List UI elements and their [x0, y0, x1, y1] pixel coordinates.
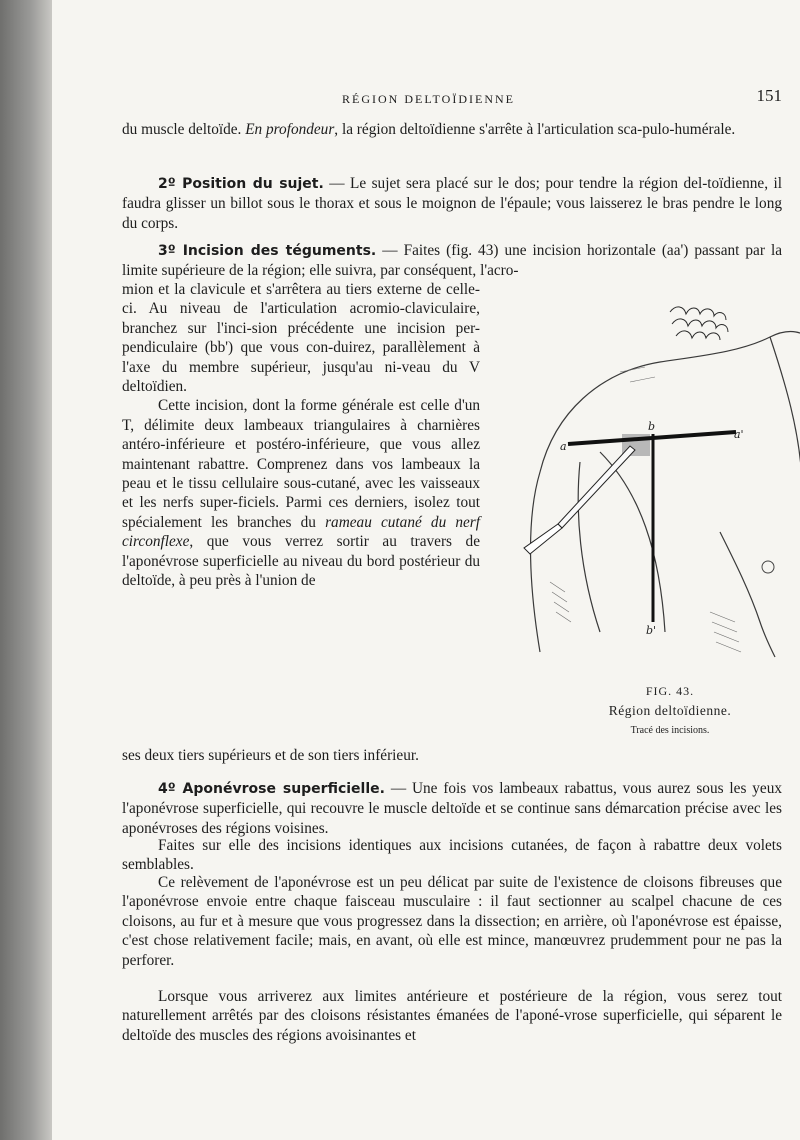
figure-subtitle: Tracé des incisions.	[630, 724, 710, 736]
figure-caption	[520, 682, 800, 740]
section-heading: 3º Incision des téguments.	[158, 243, 377, 259]
text-column-beside-figure	[122, 280, 480, 591]
running-title: RÉGION DELTOÏDIENNE	[342, 92, 515, 106]
deltoid-curve	[600, 452, 665, 632]
paragraph-incision-teguments: 3º Incision des téguments. — Faites (fig. 43) une incision horizontale (aa') passant par la limite supérieure de la région; elle suivra, par conséquent, l'acro-	[122, 242, 782, 280]
hair-curls	[670, 307, 728, 340]
paragraph-relevement: Ce relèvement de l'aponévrose est un peu délicat par suite de l'existence de cloisons fibreuses que l'aponévrose envoie entre chaque faisceau musculaire : il faut sectionner au scalpel chacune de ces cloisons, au fur et à mesure que vous progressez dans la dissection; en arrière, où l'aponévrose est épaisse, c'est chose relativement facile; mais, en avant, où elle est mince, manœuvrez prudemment pour ne pas la perforer.	[122, 874, 782, 969]
book-page	[52, 0, 800, 1140]
paragraph-lambeaux-tail: ses deux tiers supérieurs et de son tiers inférieur.	[122, 747, 419, 764]
paragraph-limites: Lorsque vous arriverez aux limites antérieure et postérieure de la région, vous serez tout naturellement arrêtés par des cloisons résistantes émanées de l'aponé-vrose superficielle, qui séparent le deltoïde des muscles des régions avoisinantes et	[122, 988, 782, 1044]
shoulder-outline	[531, 332, 800, 652]
marker-a: a	[560, 440, 567, 453]
figure-43-illustration	[520, 292, 800, 662]
paragraph-incisions-identiques: Faites sur elle des incisions identiques aux incisions cutanées, de façon à rabattre deux volets semblables.	[122, 837, 782, 874]
book-binding-shadow	[0, 0, 52, 1140]
section-heading: 2º Position du sujet.	[158, 176, 324, 192]
paragraph-aponevrose: 4º Aponévrose superficielle. — Une fois vos lambeaux rabattus, vous aurez sous les yeux l'aponévrose superficielle, qui recouvre le muscle deltoïde et se continue sans démarcation précise avec les aponévroses des régions voisines.	[122, 780, 782, 837]
paragraph-profondeur: du muscle deltoïde. En profondeur, la région deltoïdienne s'arrête à l'articulation sca-pulo-humérale.	[122, 121, 736, 138]
back-outline	[770, 337, 800, 482]
figure-label: FIG. 43.	[645, 684, 695, 698]
page-number: 151	[756, 86, 782, 105]
figure-title: Région deltoïdienne.	[608, 703, 732, 719]
paragraph-incision-continued: mion et la clavicule et s'arrêtera au tiers externe de celle-ci. Au niveau de l'articulation acromio-claviculaire, branchez sur l'inci-sion précédente une incision per-pendiculaire (bb') que vous con-duirez, parallèlement à l'axe du membre supérieur, jusqu'au ni-veau du V deltoïdien.	[122, 281, 480, 396]
nipple	[762, 561, 774, 573]
marker-a-prime: a'	[734, 428, 744, 441]
marker-b-prime: b'	[646, 624, 657, 637]
running-header	[122, 86, 782, 110]
chest-contour	[720, 532, 775, 657]
marker-b: b	[648, 420, 656, 433]
shoulder-drawing	[520, 292, 800, 662]
paragraph-position-sujet: 2º Position du sujet. — Le sujet sera placé sur le dos; pour tendre la région del-toïdienne, il faudra glisser un billot sous le thorax et sous le moignon de l'épaule; vous laisserez le bras pendre le long du corps.	[122, 175, 782, 232]
section-heading: 4º Aponévrose superficielle.	[158, 781, 385, 797]
paragraph-lambeaux: Cette incision, dont la forme générale est celle d'un T, délimite deux lambeaux triangulaires à charnières antéro-inférieure et postéro-inférieure, que vous allez maintenant rabattre. Comprenez dans vos lambeaux la peau et le tissu cellulaire sous-cutané, avec les vaisseaux et les nerfs super-ficiels. Parmi ces derniers, isolez tout spécialement les branches du rameau cutané du nerf circonflexe, que vous verrez sortir au travers de l'aponévrose superficielle au niveau du bord postérieur du deltoïde, à peu près à l'union de	[122, 397, 481, 590]
